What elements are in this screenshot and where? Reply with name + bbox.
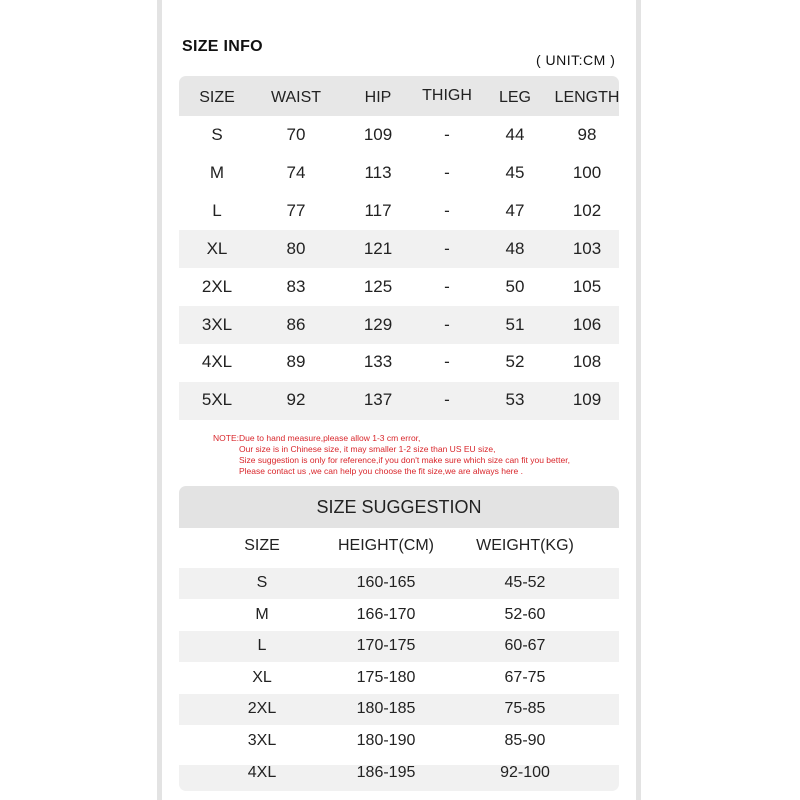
table-cell: 85-90 [504,732,546,749]
table-cell: 70 [286,125,306,144]
table-cell: 109 [363,125,393,144]
table-cell: 105 [572,276,602,296]
size-suggestion-title: SIZE SUGGESTION [316,497,482,517]
table-cell: 74 [286,162,306,182]
size-label-cell: 2XL [247,700,277,718]
size-label-cell: 3XL [247,732,277,749]
size-label-cell: XL [206,238,228,258]
table-cell: 160-165 [356,574,416,591]
size-label-cell: M [209,162,225,182]
note-line: Our size is in Chinese size, it may smaller 1-2 size than US EU size, [239,444,496,454]
table-cell: 103 [572,238,602,258]
table-cell: 77 [286,200,306,220]
size-suggestion-header-cell: SIZE [244,537,280,554]
right-border [636,0,641,800]
table-cell: 117 [364,200,392,220]
table-cell: - [444,238,450,258]
size-info-header-cell: SIZE [199,89,235,106]
size-label-cell: 4XL [201,352,233,372]
table-cell: 92 [286,390,306,410]
table-cell: 186-195 [356,763,416,781]
size-info-table [179,76,619,416]
table-cell: 52 [505,352,525,372]
table-cell: 45 [505,162,525,182]
table-cell: 129 [363,314,393,334]
table-cell: 89 [286,352,306,372]
size-info-header-cell: LEG [498,89,531,106]
table-cell: 133 [363,352,393,372]
size-suggestion-header-cell: WEIGHT(KG) [476,537,574,554]
table-cell: 50 [505,276,525,296]
table-cell: 137 [363,390,393,410]
table-cell: 75-85 [504,700,546,718]
table-cell: 180-185 [356,700,416,718]
table-cell: 47 [505,200,525,220]
size-info-title: SIZE INFO [182,38,263,55]
table-cell: 67-75 [504,668,546,686]
size-info-header-cell: WAIST [270,89,322,106]
table-cell: 52-60 [504,605,546,623]
table-cell: 53 [505,390,525,410]
table-cell: 109 [572,390,602,410]
size-suggestion-header-cell: HEIGHT(CM) [338,537,434,554]
size-label-cell: 2XL [201,276,233,296]
table-cell: 106 [572,314,602,334]
table-cell: 83 [286,276,306,296]
size-label-cell: 5XL [201,390,233,410]
size-label-cell: 4XL [247,763,277,781]
size-info-header-cell: THIGH [422,87,472,104]
note-line: NOTE:Due to hand measure,please allow 1-3 cm error, [213,433,421,443]
table-cell: - [444,162,450,182]
table-cell: 180-190 [356,732,416,749]
table-cell: 92-100 [500,763,550,781]
table-cell: 170-175 [356,637,416,655]
table-cell: 175-180 [356,668,416,686]
size-label-cell: L [257,637,267,655]
table-cell: - [444,125,450,144]
table-cell: 86 [286,314,306,334]
table-cell: - [444,314,450,334]
size-label-cell: S [256,574,268,591]
table-cell: - [444,390,450,410]
table-cell: 108 [572,352,602,372]
table-cell: - [444,276,450,296]
size-label-cell: S [211,125,223,144]
size-label-cell: XL [252,668,272,686]
size-label-cell: L [212,200,222,220]
table-cell: 60-67 [504,637,546,655]
table-cell: 44 [505,125,525,144]
table-cell: 113 [364,162,392,182]
table-cell: 166-170 [356,605,416,623]
left-border [157,0,162,800]
table-cell: 51 [505,314,525,334]
table-cell: 121 [363,238,393,258]
size-note [213,433,570,477]
note-line: Please contact us ,we can help you choose the fit size,we are always here . [239,466,523,476]
size-label-cell: M [255,605,269,623]
note-line: Size suggestion is only for reference,if you don't make sure which size can fit you better, [239,455,570,465]
table-cell: 45-52 [504,574,546,591]
table-cell: 102 [572,200,602,220]
table-cell: 80 [286,238,306,258]
size-suggestion-table [179,486,619,791]
table-cell: 98 [577,125,597,144]
size-info-header-cell: HIP [364,89,392,106]
unit-label: ( UNIT:CM ) [536,52,616,68]
table-cell: 100 [572,162,602,182]
size-label-cell: 3XL [201,314,233,334]
size-info-header-cell: LENGTH [554,89,620,106]
table-cell: - [444,352,450,372]
table-cell: - [444,200,450,220]
table-cell: 48 [505,238,525,258]
table-cell: 125 [363,276,393,296]
